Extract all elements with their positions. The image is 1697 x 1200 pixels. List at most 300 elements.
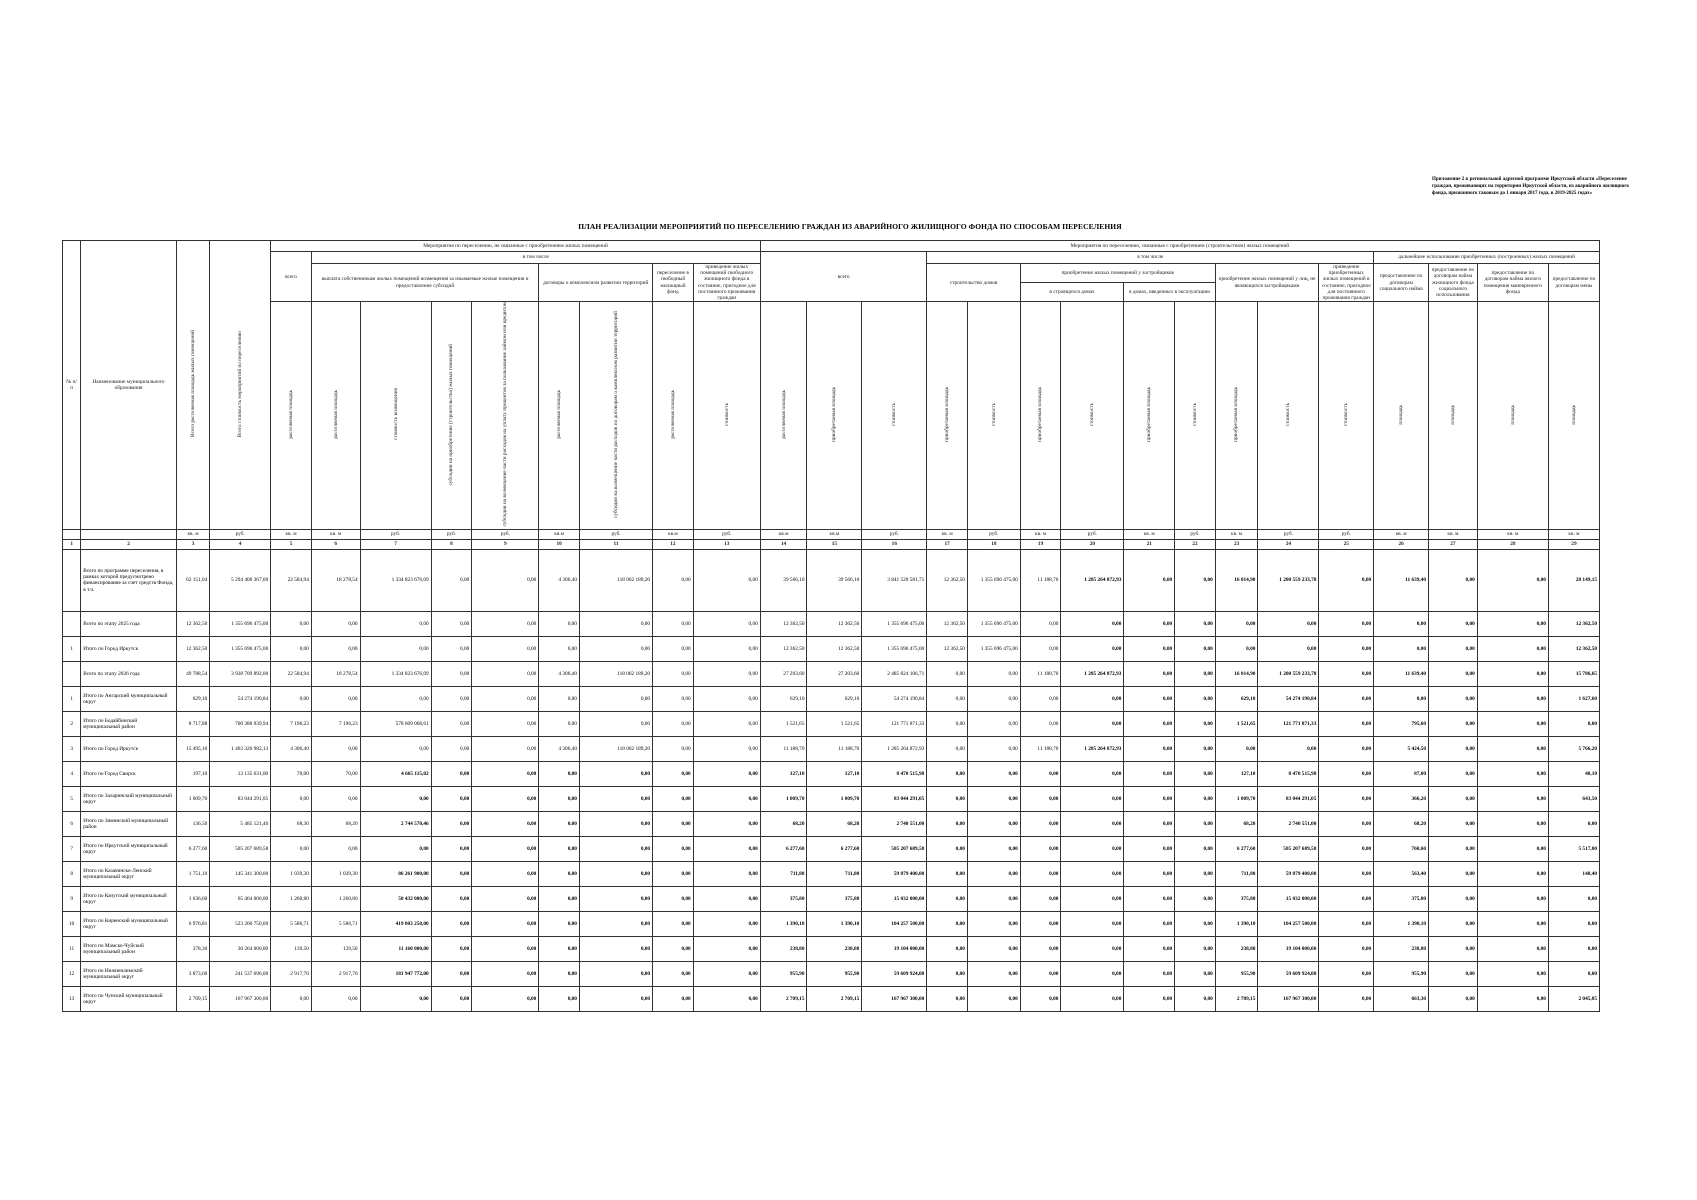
row-number: 6 xyxy=(63,811,81,836)
row-value-cell: 0,00 xyxy=(271,786,312,811)
row-value-cell: 0,00 xyxy=(472,961,539,986)
row-value-cell: 15 786,65 xyxy=(1548,661,1599,686)
unit-cell: кв. м xyxy=(1374,529,1429,539)
row-value-cell: 0,00 xyxy=(431,611,472,636)
row-value-cell: 0,00 xyxy=(539,961,580,986)
row-value-cell: 0,00 xyxy=(1477,936,1548,961)
row-value-cell: 16 014,90 xyxy=(1215,549,1258,611)
row-value-cell: 0,00 xyxy=(693,911,760,936)
row-value-cell: 0,00 xyxy=(967,861,1020,886)
row-value-cell: 0,00 xyxy=(693,961,760,986)
column-number-cell: 26 xyxy=(1374,539,1429,549)
row-value-cell: 12 362,50 xyxy=(927,549,968,611)
header-all-2: всего xyxy=(760,252,927,302)
row-value-cell: 0,00 xyxy=(360,836,431,861)
row-value-cell: 0,00 xyxy=(1477,636,1548,661)
row-value-cell: 0,00 xyxy=(1020,936,1061,961)
unit-cell: руб. xyxy=(967,529,1020,539)
row-value-cell: 87,00 xyxy=(1374,761,1429,786)
row-value-cell: 11 639,40 xyxy=(1374,661,1429,686)
row-value-cell: 1 009,70 xyxy=(1215,786,1258,811)
row-value-cell: 70,00 xyxy=(311,761,360,786)
row-value-cell: 0,00 xyxy=(431,686,472,711)
row-number: 7 xyxy=(63,836,81,861)
row-value-cell: 0,00 xyxy=(1061,861,1124,886)
row-value-cell: 68,20 xyxy=(760,811,807,836)
row-value-cell: 2 045,85 xyxy=(1548,986,1599,1011)
header-incl-2: в том числе xyxy=(927,252,1374,264)
row-value-cell: 0,00 xyxy=(967,786,1020,811)
row-value-cell: 0,00 xyxy=(431,636,472,661)
row-value-cell: 0,00 xyxy=(271,986,312,1011)
row-value-cell: 0,00 xyxy=(1548,711,1599,736)
row-value-cell: 59 079 400,00 xyxy=(862,861,927,886)
row-value-cell: 0,00 xyxy=(311,611,360,636)
row-value-cell: 375,80 xyxy=(1215,886,1258,911)
row-value-cell: 0,00 xyxy=(927,811,968,836)
row-value-cell: 1 751,10 xyxy=(176,861,210,886)
row-value-cell: 0,00 xyxy=(653,549,694,611)
row-value-cell: 0,00 xyxy=(967,886,1020,911)
row-value-cell: 0,00 xyxy=(539,886,580,911)
header-num: № п/п xyxy=(63,241,81,530)
row-value-cell: 0,00 xyxy=(1175,911,1216,936)
column-numbers-row xyxy=(63,539,1600,549)
row-value-cell: 0,00 xyxy=(927,961,968,986)
row-value-cell: 15 032 000,00 xyxy=(1258,886,1319,911)
unit-cell: кв. м xyxy=(1548,529,1599,539)
row-value-cell: 711,80 xyxy=(1215,861,1258,886)
row-value-cell: 19 104 000,00 xyxy=(1258,936,1319,961)
row-value-cell: 0,00 xyxy=(1429,936,1478,961)
row-value-cell: 0,00 xyxy=(1319,611,1374,636)
row-value-cell: 12 362,50 xyxy=(760,611,807,636)
row-value-cell: 1 009,70 xyxy=(760,786,807,811)
row-value-cell: 419 003 250,00 xyxy=(360,911,431,936)
row-value-cell: 167 967 300,00 xyxy=(1258,986,1319,1011)
column-number-cell: 22 xyxy=(1175,539,1216,549)
row-number xyxy=(63,611,81,636)
column-number-cell: 4 xyxy=(210,539,271,549)
row-value-cell: 28 149,15 xyxy=(1548,549,1599,611)
row-value-cell: 0,00 xyxy=(472,986,539,1011)
table-row xyxy=(63,986,1600,1011)
row-value-cell: 2 709,15 xyxy=(176,986,210,1011)
row-value-cell: 0,00 xyxy=(1429,911,1478,936)
row-value-cell: 54 274 190,84 xyxy=(862,686,927,711)
row-value-cell: 0,00 xyxy=(693,636,760,661)
row-value-cell: 121 771 871,33 xyxy=(1258,711,1319,736)
row-value-cell: 3 938 709 892,00 xyxy=(210,661,271,686)
table-row xyxy=(63,961,1600,986)
table-row xyxy=(63,636,1600,661)
row-value-cell: 0,00 xyxy=(1319,686,1374,711)
row-value-cell: 68,20 xyxy=(311,811,360,836)
row-value-cell: 0,00 xyxy=(1124,549,1175,611)
column-number-cell: 23 xyxy=(1215,539,1258,549)
row-value-cell: 0,00 xyxy=(967,661,1020,686)
row-value-cell: 0,00 xyxy=(653,861,694,886)
row-value-cell: 0,00 xyxy=(1175,686,1216,711)
row-value-cell: 238,80 xyxy=(760,936,807,961)
row-value-cell: 0,00 xyxy=(579,936,652,961)
row-value-cell: 0,00 xyxy=(927,936,968,961)
unit-cell: руб. xyxy=(693,529,760,539)
row-value-cell: 0,00 xyxy=(1429,636,1478,661)
row-value-cell: 0,00 xyxy=(1319,786,1374,811)
row-value-cell: 0,00 xyxy=(693,549,760,611)
row-value-cell: 711,80 xyxy=(760,861,807,886)
row-value-cell: 0,00 xyxy=(311,836,360,861)
row-value-cell: 0,00 xyxy=(693,936,760,961)
row-value-cell: 663,30 xyxy=(1374,986,1429,1011)
row-value-cell: 0,00 xyxy=(967,961,1020,986)
row-value-cell: 0,00 xyxy=(927,711,968,736)
row-value-cell: 0,00 xyxy=(1429,686,1478,711)
row-value-cell: 0,00 xyxy=(653,711,694,736)
header-bring: приведение приобретенных жилых помещений в состояние, пригодное для постоянного проживания граждан xyxy=(1319,264,1374,302)
row-value-cell: 0,00 xyxy=(1175,961,1216,986)
column-number-cell: 5 xyxy=(271,539,312,549)
row-number: 4 xyxy=(63,761,81,786)
row-mo-name: Итого по Город Иркутск xyxy=(81,636,176,661)
row-value-cell: 6 277,60 xyxy=(807,836,862,861)
row-value-cell: 0,00 xyxy=(1429,611,1478,636)
row-value-cell: 0,00 xyxy=(1020,811,1061,836)
row-value-cell: 0,00 xyxy=(1477,961,1548,986)
row-value-cell: 54 274 190,84 xyxy=(210,686,271,711)
row-value-cell: 0,00 xyxy=(1429,786,1478,811)
header-all-1: всего xyxy=(271,252,312,302)
table-row xyxy=(63,611,1600,636)
row-mo-name: Всего по этапу 2026 года xyxy=(81,661,176,686)
row-value-cell: 59 609 924,00 xyxy=(1258,961,1319,986)
resettlement-plan-table xyxy=(62,240,1600,1012)
row-value-cell: 0,00 xyxy=(1477,886,1548,911)
header-development: договоры о комплексном развитии территорий xyxy=(539,264,653,302)
row-value-cell: 0,00 xyxy=(1061,986,1124,1011)
row-value-cell: 0,00 xyxy=(1124,911,1175,936)
row-value-cell: 2 485 824 106,71 xyxy=(862,661,927,686)
row-value-cell: 8 470 515,98 xyxy=(862,761,927,786)
row-value-cell: 0,00 xyxy=(1175,661,1216,686)
row-value-cell: 523 260 750,00 xyxy=(210,911,271,936)
row-value-cell: 0,00 xyxy=(1429,861,1478,886)
row-value-cell: 795,60 xyxy=(1374,711,1429,736)
row-value-cell: 1 285 264 872,93 xyxy=(1061,661,1124,686)
row-value-cell: 0,00 xyxy=(1477,811,1548,836)
unit-cell: кв. м xyxy=(271,529,312,539)
row-value-cell: 11 160 000,00 xyxy=(360,936,431,961)
row-value-cell: 0,00 xyxy=(1175,986,1216,1011)
row-value-cell: 2 917,70 xyxy=(311,961,360,986)
row-value-cell: 0,00 xyxy=(967,936,1020,961)
unit-cell: кв.м xyxy=(760,529,807,539)
row-value-cell: 1 260,80 xyxy=(271,886,312,911)
row-number: 12 xyxy=(63,961,81,986)
row-value-cell: 62 151,04 xyxy=(176,549,210,611)
row-value-cell: 1 355 696 475,00 xyxy=(967,611,1020,636)
row-value-cell: 0,00 xyxy=(539,936,580,961)
row-value-cell: 0,00 xyxy=(1477,736,1548,761)
row-value-cell: 127,10 xyxy=(1215,761,1258,786)
unit-cell: кв. м xyxy=(311,529,360,539)
row-value-cell: 0,00 xyxy=(311,986,360,1011)
row-value-cell: 0,00 xyxy=(1215,736,1258,761)
row-value-cell: 0,00 xyxy=(431,861,472,886)
header-from-other: приобретение жилых помещений у лиц, не являющихся застройщиками xyxy=(1215,264,1319,302)
row-value-cell: 148,40 xyxy=(1548,861,1599,886)
row-value-cell: 0,00 xyxy=(579,711,652,736)
row-value-cell: 0,00 xyxy=(1319,861,1374,886)
unit-cell: руб. xyxy=(472,529,539,539)
row-value-cell: 563,40 xyxy=(1374,861,1429,886)
row-value-cell: 0,00 xyxy=(1061,636,1124,661)
row-value-cell: 1 200 559 233,78 xyxy=(1258,549,1319,611)
row-value-cell: 0,00 xyxy=(360,611,431,636)
header-exchange: предоставление по договорам мены xyxy=(1548,264,1599,302)
table-row xyxy=(63,736,1600,761)
row-value-cell: 0,00 xyxy=(579,811,652,836)
row-value-cell: 955,90 xyxy=(807,961,862,986)
row-value-cell: 0,00 xyxy=(539,861,580,886)
row-value-cell: 0,00 xyxy=(472,736,539,761)
row-value-cell: 0,00 xyxy=(1175,886,1216,911)
row-value-cell: 0,00 xyxy=(1175,811,1216,836)
row-mo-name: Итого по Киренский муниципальный округ xyxy=(81,911,176,936)
row-value-cell: 1 521,65 xyxy=(807,711,862,736)
row-value-cell: 1 521,65 xyxy=(1215,711,1258,736)
row-value-cell: 0,00 xyxy=(1124,861,1175,886)
row-value-cell: 0,00 xyxy=(1429,736,1478,761)
row-value-cell: 0,00 xyxy=(579,861,652,886)
row-value-cell: 0,00 xyxy=(539,611,580,636)
row-value-cell: 0,00 xyxy=(1061,836,1124,861)
unit-cell: кв. м xyxy=(176,529,210,539)
row-value-cell: 1 355 696 475,00 xyxy=(862,611,927,636)
row-value-cell: 955,90 xyxy=(760,961,807,986)
row-value-cell: 0,00 xyxy=(360,986,431,1011)
row-value-cell: 1 355 696 475,00 xyxy=(210,611,271,636)
row-value-cell: 0,00 xyxy=(579,911,652,936)
row-value-cell: 0,00 xyxy=(1548,911,1599,936)
row-value-cell: 0,00 xyxy=(1477,611,1548,636)
row-value-cell: 0,00 xyxy=(653,911,694,936)
row-value-cell: 700 380 939,94 xyxy=(210,711,271,736)
row-value-cell: 0,00 xyxy=(693,661,760,686)
row-value-cell: 0,00 xyxy=(431,911,472,936)
row-value-cell: 643,50 xyxy=(1548,786,1599,811)
row-value-cell: 0,00 xyxy=(1061,786,1124,811)
row-value-cell: 1 355 696 475,00 xyxy=(967,549,1020,611)
row-value-cell: 0,00 xyxy=(431,761,472,786)
row-value-cell: 0,00 xyxy=(1124,811,1175,836)
row-value-cell: 0,00 xyxy=(579,786,652,811)
unit-cell: кв.м xyxy=(807,529,862,539)
row-value-cell: 1 390,10 xyxy=(807,911,862,936)
unit-cell: руб. xyxy=(431,529,472,539)
row-value-cell: 0,00 xyxy=(653,811,694,836)
unit-cell: кв. м xyxy=(1020,529,1061,539)
row-value-cell: 1 039,30 xyxy=(311,861,360,886)
row-value-cell: 22 584,94 xyxy=(271,661,312,686)
row-number: 3 xyxy=(63,736,81,761)
row-value-cell: 0,00 xyxy=(1124,661,1175,686)
row-value-cell: 0,00 xyxy=(1319,661,1374,686)
row-value-cell: 0,00 xyxy=(431,811,472,836)
row-value-cell: 0,00 xyxy=(539,911,580,936)
row-value-cell: 11 188,70 xyxy=(1020,736,1061,761)
row-value-cell: 0,00 xyxy=(431,836,472,861)
unit-cell: руб. xyxy=(1175,529,1216,539)
row-value-cell: 0,00 xyxy=(431,786,472,811)
row-value-cell: 0,00 xyxy=(271,636,312,661)
row-value-cell: 1 285 264 872,93 xyxy=(1061,736,1124,761)
row-value-cell: 121 771 871,33 xyxy=(862,711,927,736)
row-value-cell: 0,00 xyxy=(579,836,652,861)
row-value-cell: 0,00 xyxy=(1124,786,1175,811)
unit-cell: кв. м xyxy=(1477,529,1548,539)
unit-cell: руб. xyxy=(360,529,431,539)
row-value-cell: 0,00 xyxy=(472,811,539,836)
column-number-cell: 10 xyxy=(539,539,580,549)
row-mo-name: Итого по Мамско-Чуйский муниципальный район xyxy=(81,936,176,961)
row-value-cell: 0,00 xyxy=(967,911,1020,936)
row-value-cell: 0,00 xyxy=(927,911,968,936)
row-value-cell: 1 260,80 xyxy=(311,886,360,911)
row-value-cell: 0,00 xyxy=(271,836,312,861)
row-value-cell: 1 390,10 xyxy=(1215,911,1258,936)
row-value-cell: 0,00 xyxy=(431,549,472,611)
row-value-cell: 86 261 900,00 xyxy=(360,861,431,886)
header-total-cost: Всего стоимость мероприятий по переселению xyxy=(210,241,271,530)
row-value-cell: 0,00 xyxy=(1061,961,1124,986)
row-value-cell: 181 947 772,00 xyxy=(360,961,431,986)
row-value-cell: 1 355 696 475,00 xyxy=(967,636,1020,661)
header-special: предоставление по договорам найма жилищного фонда социального использования xyxy=(1429,264,1478,302)
row-value-cell: 12 362,50 xyxy=(760,636,807,661)
row-value-cell: 0,00 xyxy=(693,711,760,736)
row-value-cell: 0,00 xyxy=(1319,836,1374,861)
row-value-cell: 30 264 000,00 xyxy=(210,936,271,961)
row-value-cell: 0,00 xyxy=(472,611,539,636)
row-value-cell: 0,00 xyxy=(1374,636,1429,661)
row-value-cell: 8 717,88 xyxy=(176,711,210,736)
row-value-cell: 104 257 500,00 xyxy=(862,911,927,936)
row-value-cell: 0,00 xyxy=(653,886,694,911)
row-value-cell: 8 470 515,98 xyxy=(1258,761,1319,786)
row-value-cell: 0,00 xyxy=(1429,836,1478,861)
row-value-cell: 0,00 xyxy=(472,886,539,911)
column-number-cell: 9 xyxy=(472,539,539,549)
header-group-acquisition: Мероприятия по переселению, связанные с приобретением (строительством) жилых помещений xyxy=(760,241,1599,252)
header-group-not-acquisition: Мероприятия по переселению, не связанные с приобретением жилых помещений xyxy=(271,241,761,252)
row-value-cell: 375,80 xyxy=(807,886,862,911)
header-build: строительство домов xyxy=(927,264,1020,302)
table-row xyxy=(63,811,1600,836)
row-value-cell: 238,80 xyxy=(1215,936,1258,961)
unit-cell: руб. xyxy=(210,529,271,539)
row-value-cell: 0,00 xyxy=(693,686,760,711)
row-value-cell: 0,00 xyxy=(653,986,694,1011)
row-value-cell: 0,00 xyxy=(472,936,539,961)
row-value-cell: 1 521,65 xyxy=(760,711,807,736)
row-value-cell: 39 566,10 xyxy=(807,549,862,611)
row-value-cell: 241 537 696,00 xyxy=(210,961,271,986)
row-value-cell: 0,00 xyxy=(1020,611,1061,636)
row-value-cell: 0,00 xyxy=(579,886,652,911)
row-value-cell: 0,00 xyxy=(1124,736,1175,761)
row-value-cell: 68,30 xyxy=(271,811,312,836)
column-number-cell: 3 xyxy=(176,539,210,549)
row-value-cell: 2 709,15 xyxy=(760,986,807,1011)
row-value-cell: 0,00 xyxy=(653,936,694,961)
table-header xyxy=(63,241,1600,550)
row-value-cell: 4 306,40 xyxy=(271,736,312,761)
column-number-cell: 6 xyxy=(311,539,360,549)
header-social: предоставление по договорам социального найма xyxy=(1374,264,1429,302)
row-value-cell: 127,10 xyxy=(760,761,807,786)
row-value-cell: 0,00 xyxy=(1477,786,1548,811)
row-value-cell: 0,00 xyxy=(1319,961,1374,986)
row-value-cell: 0,00 xyxy=(1175,611,1216,636)
row-value-cell: 760,60 xyxy=(1374,836,1429,861)
row-value-cell: 0,00 xyxy=(539,636,580,661)
row-value-cell: 0,00 xyxy=(1374,686,1429,711)
row-mo-name: Итого по Иркутский муниципальный округ xyxy=(81,836,176,861)
unit-cell: руб. xyxy=(1061,529,1124,539)
row-value-cell: 0,00 xyxy=(1477,661,1548,686)
row-value-cell: 0,00 xyxy=(1020,836,1061,861)
row-mo-name: Итого по Качугский муниципальный округ xyxy=(81,886,176,911)
row-value-cell: 27 203,60 xyxy=(807,661,862,686)
row-mo-name: Итого по Казачинско-Ленский муниципальный округ xyxy=(81,861,176,886)
row-value-cell: 65 464 000,00 xyxy=(210,886,271,911)
row-value-cell: 0,00 xyxy=(1020,786,1061,811)
row-value-cell: 0,00 xyxy=(1061,811,1124,836)
row-value-cell: 11 188,70 xyxy=(1020,661,1061,686)
row-value-cell: 54 274 190,84 xyxy=(1258,686,1319,711)
row-number: 10 xyxy=(63,911,81,936)
document-title: ПЛАН РЕАЛИЗАЦИИ МЕРОПРИЯТИЙ ПО ПЕРЕСЕЛЕНИЮ ГРАЖДАН ИЗ АВАРИЙНОГО ЖИЛИЩНОГО ФОНДА ПО СПОСОБАМ ПЕРЕСЕЛЕНИЯ xyxy=(578,222,1122,231)
row-value-cell: 0,00 xyxy=(1061,686,1124,711)
header-free-fund: переселение в свободный жилищный фонд xyxy=(653,264,694,302)
column-number-cell: 19 xyxy=(1020,539,1061,549)
row-value-cell: 0,00 xyxy=(927,736,968,761)
row-value-cell: 118 062 189,20 xyxy=(579,549,652,611)
row-value-cell: 68,20 xyxy=(1215,811,1258,836)
row-value-cell: 0,00 xyxy=(472,861,539,886)
row-value-cell: 19 104 000,00 xyxy=(862,936,927,961)
row-value-cell: 0,00 xyxy=(311,636,360,661)
row-value-cell: 0,00 xyxy=(1258,736,1319,761)
row-value-cell: 0,00 xyxy=(1020,636,1061,661)
row-value-cell: 0,00 xyxy=(693,786,760,811)
row-value-cell: 83 044 291,05 xyxy=(210,786,271,811)
row-value-cell: 0,00 xyxy=(1258,636,1319,661)
row-value-cell: 5 586,71 xyxy=(271,911,312,936)
row-value-cell: 0,00 xyxy=(472,636,539,661)
row-value-cell: 0,00 xyxy=(472,761,539,786)
row-value-cell: 0,00 xyxy=(653,611,694,636)
unit-cell: руб. xyxy=(1258,529,1319,539)
row-value-cell: 118 062 189,20 xyxy=(579,661,652,686)
table-body xyxy=(63,549,1600,1011)
row-value-cell: 0,00 xyxy=(653,686,694,711)
row-value-cell: 0,00 xyxy=(1548,811,1599,836)
row-value-cell: 0,00 xyxy=(1258,611,1319,636)
table-row xyxy=(63,686,1600,711)
